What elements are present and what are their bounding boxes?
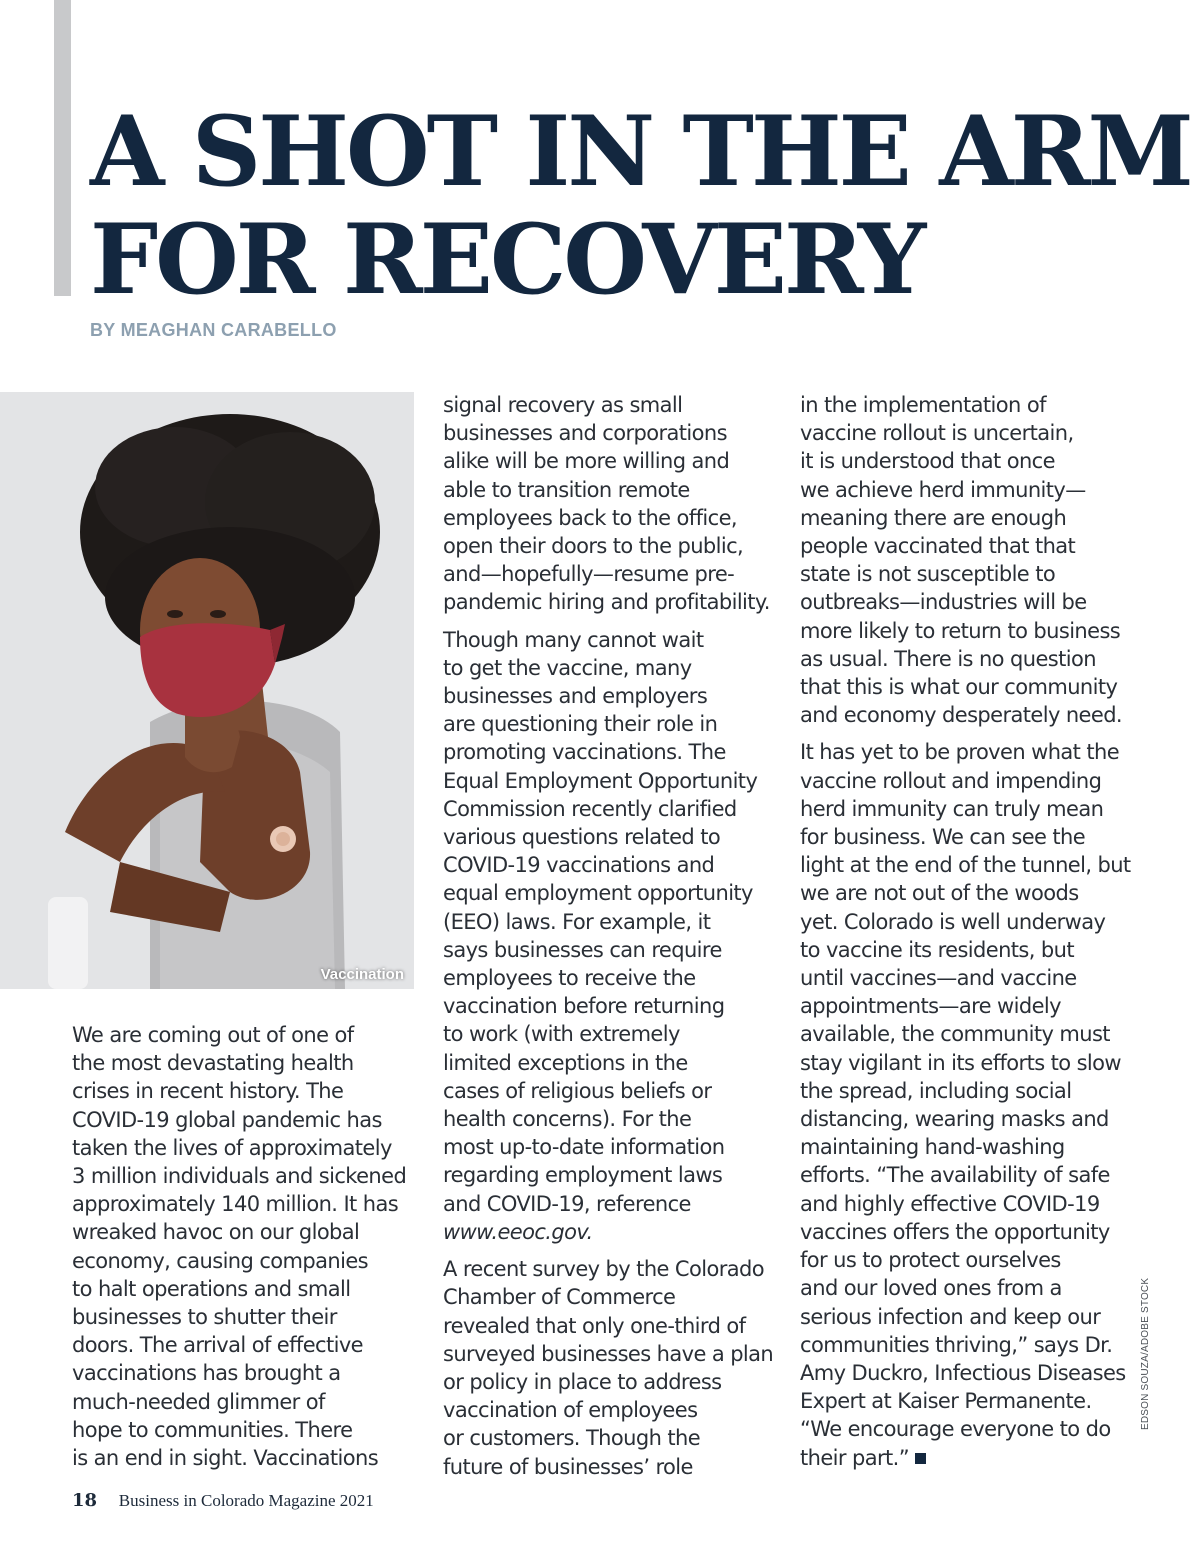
text-line: most up-to-date information bbox=[443, 1135, 725, 1160]
text-line: says businesses can require bbox=[443, 937, 722, 962]
text-line: for business. We can see the bbox=[800, 825, 1086, 850]
text-line: to vaccine its residents, but bbox=[800, 937, 1074, 962]
text-line: to get the vaccine, many bbox=[443, 655, 692, 680]
text-line: cases of religious beliefs or bbox=[443, 1078, 712, 1103]
text-line: open their doors to the public, bbox=[443, 534, 744, 559]
end-of-article-icon bbox=[915, 1453, 926, 1464]
text-line: Commission recently clarified bbox=[443, 796, 737, 821]
text-line: 3 million individuals and sickened bbox=[72, 1164, 407, 1189]
text-line: state is not susceptible to bbox=[800, 562, 1056, 587]
text-line: and—hopefully—resume pre- bbox=[443, 562, 735, 587]
text-line: taken the lives of approximately bbox=[72, 1135, 392, 1160]
column-2 bbox=[443, 391, 778, 1490]
text-line: yet. Colorado is well underway bbox=[800, 909, 1106, 934]
text-line: that this is what our community bbox=[800, 675, 1118, 700]
text-line: We are coming out of one of bbox=[72, 1023, 354, 1047]
text-line: COVID-19 global pandemic has bbox=[72, 1107, 382, 1132]
text-line: A recent survey by the Colorado bbox=[443, 1257, 764, 1282]
text-line: surveyed businesses have a plan bbox=[443, 1341, 774, 1366]
text-line: businesses and employers bbox=[443, 684, 708, 709]
text-line: more likely to return to business bbox=[800, 618, 1121, 643]
text-line: limited exceptions in the bbox=[443, 1050, 688, 1075]
text-line: stay vigilant in its efforts to slow bbox=[800, 1050, 1121, 1075]
text-line: people vaccinated that that bbox=[800, 534, 1076, 559]
text-line: and COVID-19, reference bbox=[443, 1191, 691, 1216]
text-line: and economy desperately need. bbox=[800, 703, 1123, 728]
text-line: Amy Duckro, Infectious Diseases bbox=[800, 1360, 1126, 1385]
text-line: doors. The arrival of effective bbox=[72, 1333, 363, 1358]
text-line: serious infection and keep our bbox=[800, 1304, 1101, 1329]
text-line: regarding employment laws bbox=[443, 1163, 723, 1188]
text-line: Equal Employment Opportunity bbox=[443, 768, 758, 793]
text-line: pandemic hiring and profitability. bbox=[443, 590, 770, 615]
accent-bar bbox=[54, 0, 71, 296]
text-line: health concerns). For the bbox=[443, 1107, 692, 1132]
text-line: outbreaks—industries will be bbox=[800, 590, 1087, 615]
text-line: herd immunity can truly mean bbox=[800, 796, 1104, 821]
text-line: we are not out of the woods bbox=[800, 881, 1079, 906]
text-line: employees to receive the bbox=[443, 966, 696, 991]
text-line: as usual. There is no question bbox=[800, 646, 1096, 671]
paragraph bbox=[72, 1021, 412, 1472]
text-line: crises in recent history. The bbox=[72, 1079, 344, 1104]
text-line: or policy in place to address bbox=[443, 1369, 722, 1394]
headline-line-2: FOR RECOVERY bbox=[90, 203, 924, 316]
page-footer bbox=[72, 1490, 374, 1511]
text-line: to work (with extremely bbox=[443, 1022, 680, 1047]
photo-caption: Vaccination bbox=[320, 966, 404, 983]
text-line: (EEO) laws. For example, it bbox=[443, 909, 711, 934]
publication-name: Business in Colorado Magazine 2021 bbox=[118, 1491, 374, 1510]
text-line: businesses and corporations bbox=[443, 421, 727, 446]
text-line: vaccination before returning bbox=[443, 994, 725, 1019]
text-line: the most devastating health bbox=[72, 1051, 354, 1076]
text-line: alike will be more willing and bbox=[443, 449, 730, 474]
paragraph bbox=[800, 738, 1135, 1471]
text-line: vaccine rollout is uncertain, bbox=[800, 421, 1074, 446]
text-line: equal employment opportunity bbox=[443, 881, 753, 906]
text-line: light at the end of the tunnel, but bbox=[800, 853, 1131, 878]
text-line: vaccination of employees bbox=[443, 1398, 698, 1423]
text-line: we achieve herd immunity— bbox=[800, 477, 1086, 502]
text-line: is an end in sight. Vaccinations bbox=[72, 1446, 379, 1471]
column-1 bbox=[72, 1021, 412, 1481]
text-line: economy, causing companies bbox=[72, 1248, 368, 1273]
text-line: Chamber of Commerce bbox=[443, 1285, 676, 1310]
text-line: various questions related to bbox=[443, 825, 721, 850]
text-line: available, the community must bbox=[800, 1022, 1110, 1047]
page-number: 18 bbox=[72, 1490, 98, 1511]
text-line: until vaccines—and vaccine bbox=[800, 966, 1077, 991]
text-line: able to transition remote bbox=[443, 477, 690, 502]
text-line: are questioning their role in bbox=[443, 712, 718, 737]
text-line: wreaked havoc on our global bbox=[72, 1220, 360, 1245]
text-line: to halt operations and small bbox=[72, 1276, 351, 1301]
text-line: appointments—are widely bbox=[800, 994, 1061, 1019]
text-line: much-needed glimmer of bbox=[72, 1389, 325, 1414]
eeoc-link[interactable]: www.eeoc.gov. bbox=[443, 1219, 593, 1244]
text-line: and our loved ones from a bbox=[800, 1276, 1062, 1301]
text-line: for us to protect ourselves bbox=[800, 1248, 1061, 1273]
text-line: future of businesses’ role bbox=[443, 1454, 693, 1479]
text-line: vaccinations has brought a bbox=[72, 1361, 341, 1386]
text-line: maintaining hand-washing bbox=[800, 1135, 1065, 1160]
text-line: employees back to the office, bbox=[443, 505, 737, 530]
byline: BY MEAGHAN CARABELLO bbox=[90, 320, 337, 340]
text-line: It has yet to be proven what the bbox=[800, 740, 1120, 765]
paragraph bbox=[443, 1255, 778, 1481]
paragraph bbox=[443, 391, 778, 617]
column-3 bbox=[800, 391, 1135, 1481]
photo-credit: EDSON SOUZA/ADOBE STOCK bbox=[1140, 1277, 1151, 1430]
article-photo bbox=[0, 392, 414, 989]
text-line: or customers. Though the bbox=[443, 1426, 701, 1451]
text-line: Expert at Kaiser Permanente. bbox=[800, 1389, 1092, 1414]
text-line: approximately 140 million. It has bbox=[72, 1192, 399, 1217]
headline bbox=[90, 95, 1191, 316]
vaccination-illustration bbox=[0, 392, 414, 989]
text-line: efforts. “The availability of safe bbox=[800, 1163, 1110, 1188]
text-line: revealed that only one-third of bbox=[443, 1313, 746, 1338]
text-line: hope to communities. There bbox=[72, 1417, 353, 1442]
paragraph bbox=[443, 626, 778, 1246]
text-line: their part.” bbox=[800, 1444, 1135, 1472]
text-line: “We encourage everyone to do bbox=[800, 1417, 1111, 1442]
text-line: and highly effective COVID-19 bbox=[800, 1191, 1100, 1216]
text-line: promoting vaccinations. The bbox=[443, 740, 726, 765]
text-line: distancing, wearing masks and bbox=[800, 1107, 1109, 1132]
headline-line-1: A SHOT IN THE ARM bbox=[90, 95, 1191, 208]
text-line: in the implementation of bbox=[800, 393, 1046, 417]
text-line: vaccines offers the opportunity bbox=[800, 1219, 1110, 1244]
text-line: communities thriving,” says Dr. bbox=[800, 1332, 1113, 1357]
text-line: COVID-19 vaccinations and bbox=[443, 853, 715, 878]
text-line: businesses to shutter their bbox=[72, 1305, 337, 1330]
text-line: the spread, including social bbox=[800, 1078, 1072, 1103]
paragraph bbox=[800, 391, 1135, 729]
text-line: it is understood that once bbox=[800, 449, 1055, 474]
text-line: signal recovery as small bbox=[443, 393, 683, 417]
text-line: vaccine rollout and impending bbox=[800, 768, 1102, 793]
text-line: Though many cannot wait bbox=[443, 627, 704, 652]
text-line: meaning there are enough bbox=[800, 505, 1067, 530]
